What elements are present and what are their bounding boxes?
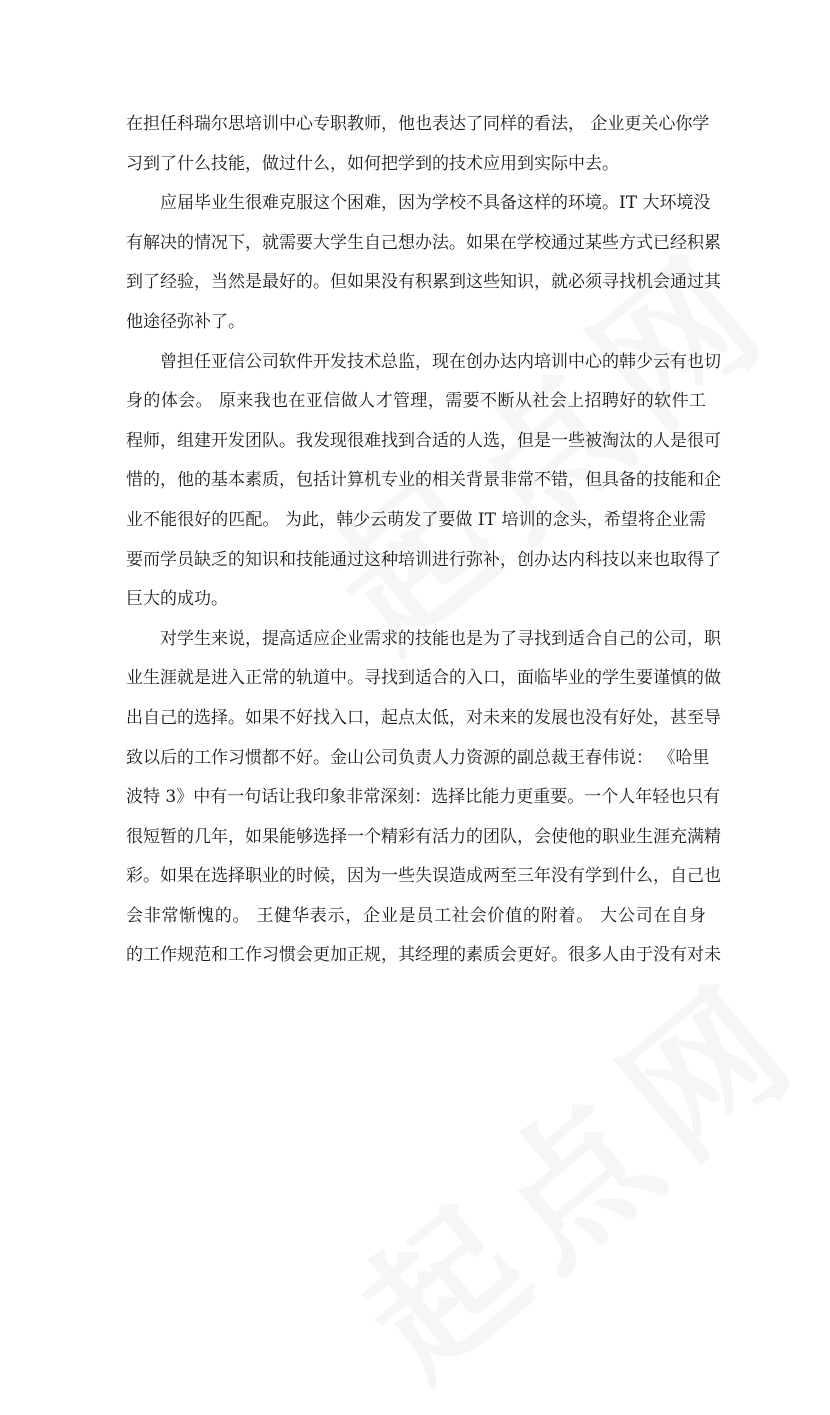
text-line: 惜的，他的基本素质，包括计算机专业的相关背景非常不错，但具备的技能和企 (126, 470, 721, 491)
text-line: 彩。如果在选择职业的时候，因为一些失误造成两至三年没有学到什么，自己也 (126, 866, 721, 887)
text-line: 业不能很好的匹配。 为此，韩少云萌发了要做 IT 培训的念头，希望将企业需 (126, 509, 706, 530)
text-line: 的工作规范和工作习惯会更加正规，其经理的素质会更好。很多人由于没有对未 (126, 945, 721, 966)
text-line: 在担任科瑞尔思培训中心专职教师，他也表达了同样的看法， 企业更关心你学 (126, 114, 710, 134)
text-line: 习到了什么技能，做过什么，如何把学到的技术应用到实际中去。 (126, 153, 619, 174)
text-line: 业生涯就是进入正常的轨道中。寻找到适合的入口，面临毕业的学生要谨慎的做 (126, 668, 721, 689)
paragraph (126, 105, 710, 184)
watermark (310, 921, 830, 1414)
paragraph (126, 184, 721, 342)
paragraph (126, 620, 721, 976)
text-line: 致以后的工作习惯都不好。金山公司负责人力资源的副总裁王春伟说： 《哈里 (126, 747, 710, 768)
text-line: 程师，组建开发团队。我发现很难找到合适的人选，但是一些被淘汰的人是很可 (126, 430, 721, 451)
text-line: 对学生来说，提高适应企业需求的技能也是为了寻找到适合自己的公司，职 (160, 628, 721, 649)
text-line: 会非常惭愧的。 王健华表示，企业是员工社会价值的附着。 大公司在自身 (126, 905, 706, 926)
text-line: 波特 3》中有一句话让我印象非常深刻：选择比能力更重要。一个人年轻也只有 (126, 787, 721, 808)
text-line: 出自己的选择。如果不好找入口，起点太低，对未来的发展也没有好处，甚至导 (126, 707, 721, 728)
text-line: 巨大的成功。 (126, 589, 228, 610)
text-line: 应届毕业生很难克服这个困难，因为学校不具备这样的环境。IT 大环境没 (160, 193, 711, 214)
text-line: 很短暂的几年，如果能够选择一个精彩有活力的团队，会使他的职业生涯充满精 (126, 826, 721, 847)
document-body (126, 105, 721, 976)
text-line: 到了经验，当然是最好的。但如果没有积累到这些知识，就必须寻找机会通过其 (126, 272, 721, 293)
paragraph (126, 343, 721, 620)
text-line: 有解决的情况下，就需要大学生自己想办法。如果在学校通过某些方式已经积累 (126, 232, 721, 253)
text-line: 曾担任亚信公司软件开发技术总监，现在创办达内培训中心的韩少云有也切 (160, 351, 721, 372)
text-line: 要而学员缺乏的知识和技能通过这种培训进行弥补，创办达内科技以来也取得了 (126, 549, 721, 570)
text-line: 身的体会。 原来我也在亚信做人才管理，需要不断从社会上招聘好的软件工 (126, 391, 706, 412)
text-line: 他途径弥补了。 (126, 311, 245, 332)
